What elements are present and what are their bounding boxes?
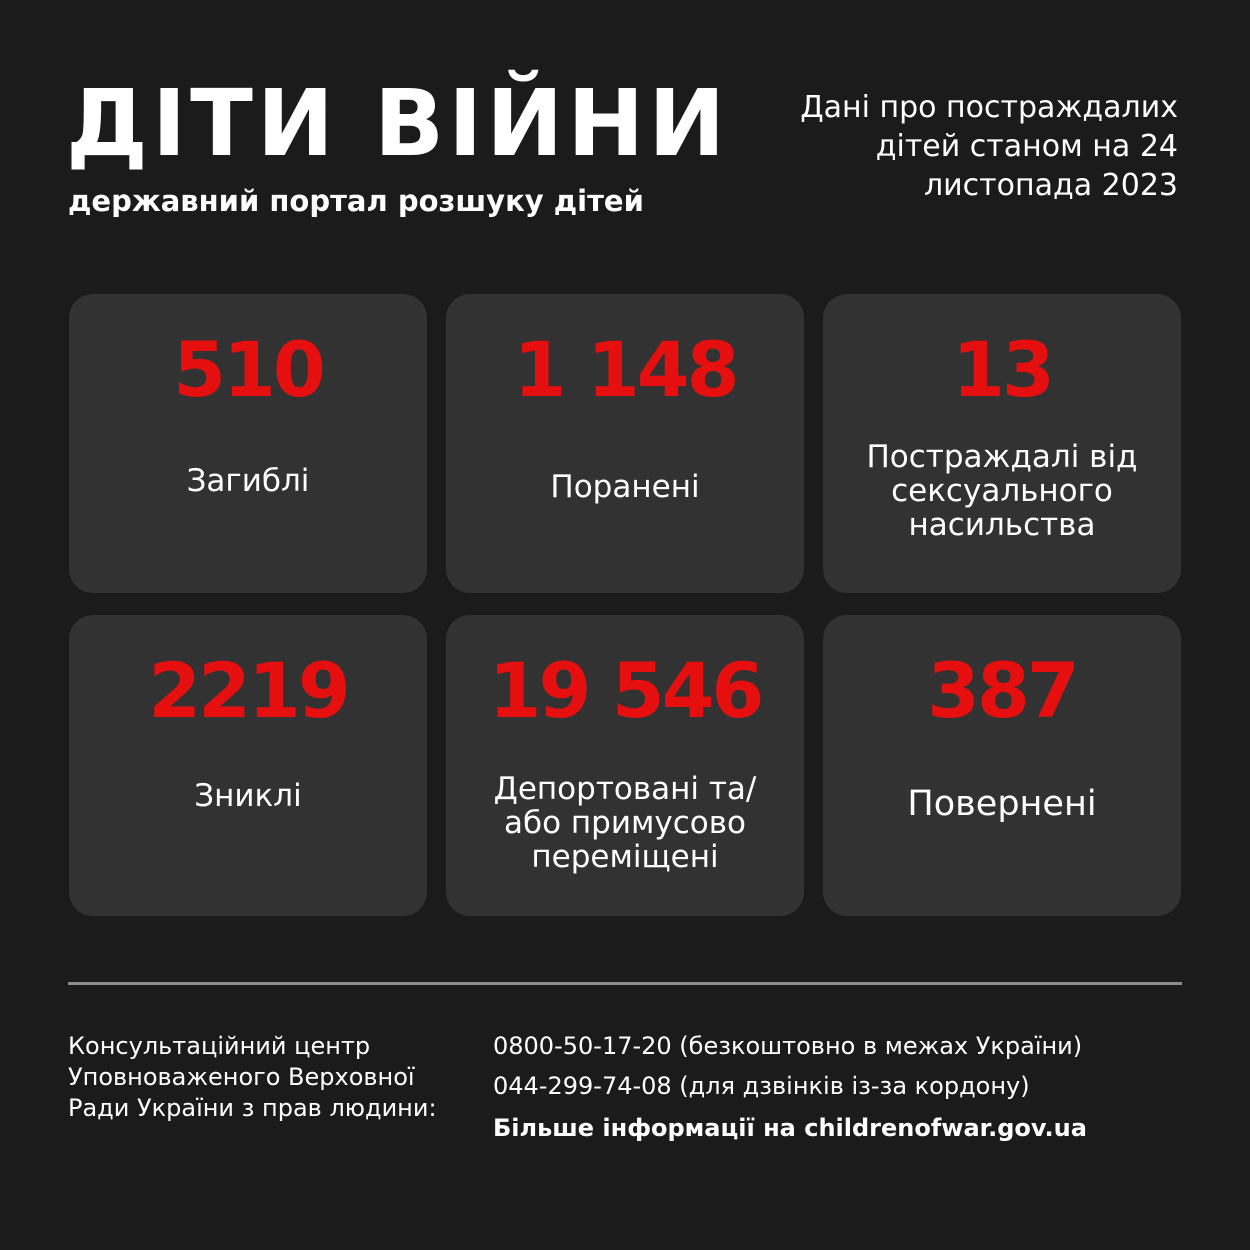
consultation-center-label: Консультаційний центр Уповноваженого Верховної Ради України з прав людини:: [68, 1032, 437, 1122]
stat-value: 510: [173, 325, 323, 414]
page-title: ДІТИ ВІЙНИ: [66, 70, 730, 177]
stat-card-injured: [446, 294, 804, 593]
more-info-link: Більше інформації на childrenofwar.gov.ua: [493, 1114, 1087, 1142]
stat-label: Загиблі: [186, 463, 310, 499]
stat-label: Постраждалі від сексуального насильства: [866, 439, 1138, 543]
stat-value: 19 546: [488, 646, 762, 735]
stat-label: Поранені: [550, 469, 700, 505]
page-subtitle: державний портал розшуку дітей: [68, 184, 644, 218]
stat-card-deported: [446, 615, 804, 916]
stat-value: 387: [927, 646, 1077, 735]
stat-label: Повернені: [907, 784, 1097, 824]
stat-value: 13: [952, 325, 1052, 414]
stat-card-returned: [823, 615, 1181, 916]
stat-value: 1 148: [513, 325, 737, 414]
stat-card-killed: [69, 294, 427, 593]
stat-label: Депортовані та/ або примусово переміщені: [493, 771, 757, 875]
date-note: Дані про постраждалих дітей станом на 24 листопада 2023: [800, 90, 1178, 203]
stat-card-missing: [69, 615, 427, 916]
phone-abroad: 044-299-74-08 (для дзвінків із-за кордону): [493, 1072, 1030, 1100]
stat-value: 2219: [148, 646, 348, 735]
stat-label: Зниклі: [194, 778, 302, 814]
contact-info: [493, 1031, 1193, 1142]
divider: [68, 982, 1182, 985]
stat-card-sexual-violence: [823, 294, 1181, 593]
phone-free: 0800-50-17-20 (безкоштовно в межах України): [493, 1032, 1083, 1060]
stats-grid: [69, 294, 1181, 916]
